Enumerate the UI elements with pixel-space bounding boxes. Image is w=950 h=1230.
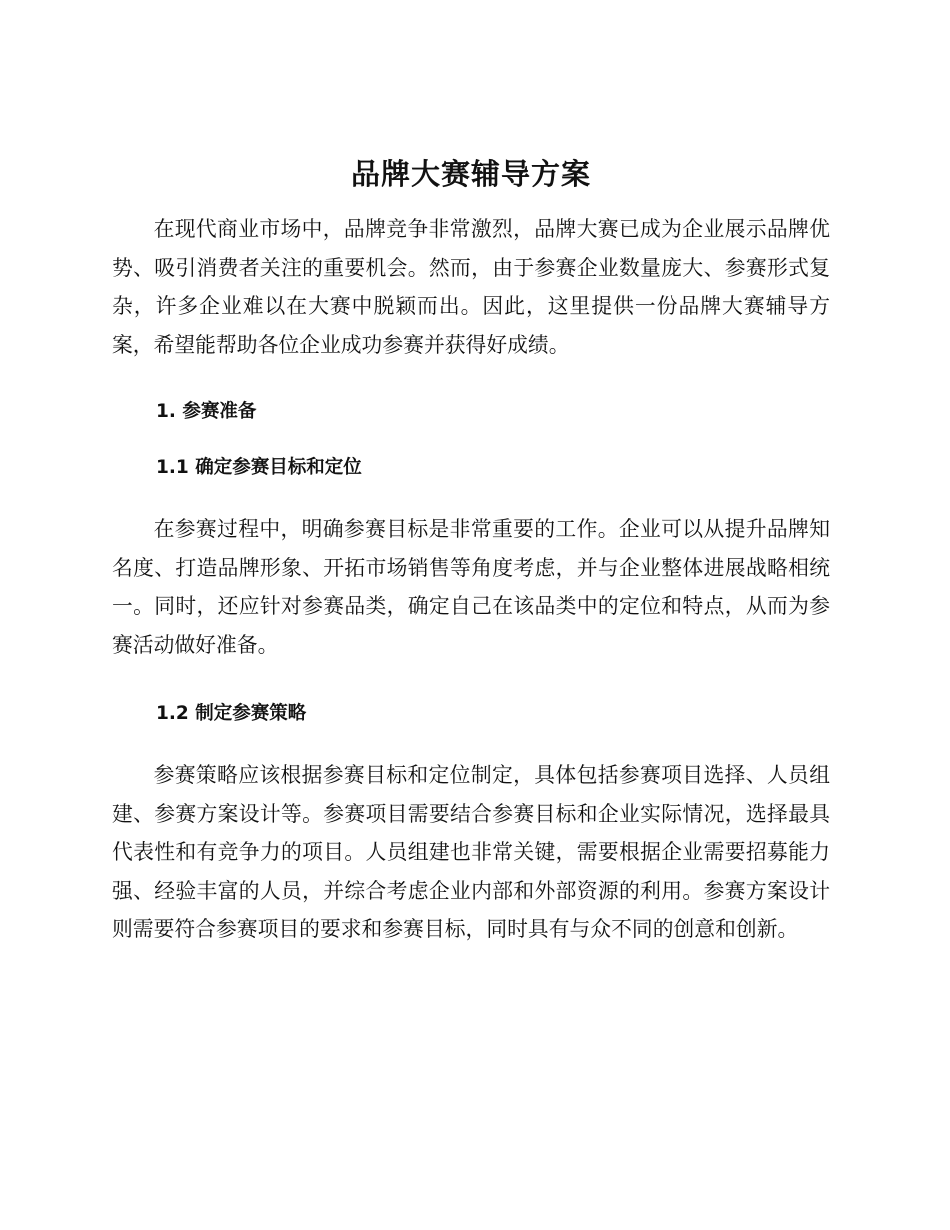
strategy-paragraph: 参赛策略应该根据参赛目标和定位制定，具体包括参赛项目选择、人员组建、参赛方案设计等。参赛项目需要结合参赛目标和企业实际情况，选择最具代表性和有竞争力的项目。人员组建也非常关键，需要根据企业需要招募能力强、经验丰富的人员，并综合考虑企业内部和外部资源的利用。参赛方案设计则需要符合参赛项目的要求和参赛目标，同时具有与众不同的创意和创新。	[112, 763, 830, 941]
document-page	[112, 148, 830, 949]
section-heading-preparation: 1. 参赛准备	[156, 401, 257, 422]
subsection-heading-strategy: 1.2 制定参赛策略	[156, 703, 307, 724]
document-title: 品牌大赛辅导方案	[350, 157, 591, 191]
intro-paragraph: 在现代商业市场中，品牌竞争非常激烈，品牌大赛已成为企业展示品牌优势、吸引消费者关注的重要机会。然而，由于参赛企业数量庞大、参赛形式复杂，许多企业难以在大赛中脱颖而出。因此，这里提供一份品牌大赛辅导方案，希望能帮助各位企业成功参赛并获得好成绩。	[112, 217, 830, 357]
goals-paragraph: 在参赛过程中，明确参赛目标是非常重要的工作。企业可以从提升品牌知名度、打造品牌形象、开拓市场销售等角度考虑，并与企业整体进展战略相统一。同时，还应针对参赛品类，确定自己在该品类中的定位和特点，从而为参赛活动做好准备。	[112, 517, 830, 657]
subsection-heading-goals: 1.1 确定参赛目标和定位	[156, 457, 362, 478]
